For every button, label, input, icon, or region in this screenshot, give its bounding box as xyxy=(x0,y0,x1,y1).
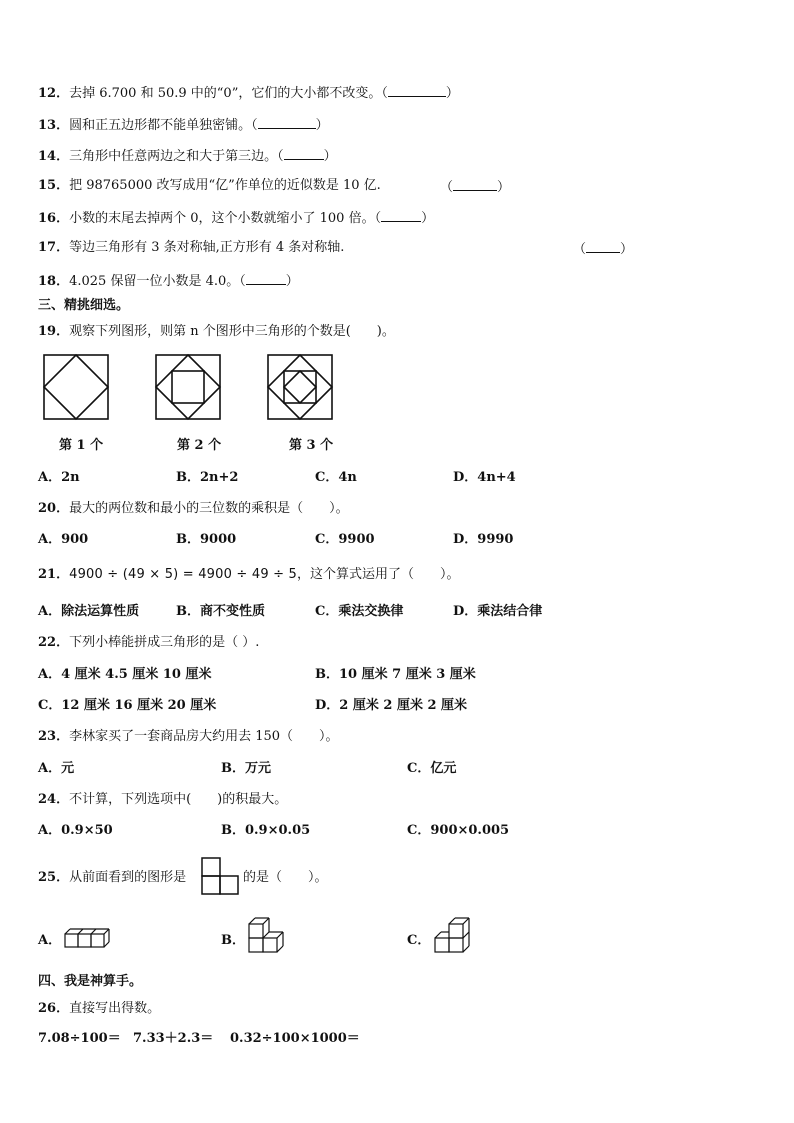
option-b[interactable]: B．0.9×0.05 xyxy=(221,823,311,838)
option-b[interactable]: B．2n+2 xyxy=(176,470,239,485)
question-number: 12． xyxy=(38,86,70,101)
option-a[interactable]: A．4 厘米 4.5 厘米 10 厘米 xyxy=(38,667,212,682)
question-19 xyxy=(38,324,395,340)
question-25-tail xyxy=(243,870,328,886)
figure-caption-2: 第 2 个 xyxy=(177,438,222,453)
question-24 xyxy=(38,792,287,808)
bracket-close: ） xyxy=(323,149,337,164)
answer-blank[interactable] xyxy=(586,240,620,253)
question-text: ，这个算式运用了（ ）。 xyxy=(297,567,460,582)
question-text: 4.025 保留一位小数是 4.0。（ xyxy=(69,274,246,289)
question-text: 下列小棒能拼成三角形的是（ ）. xyxy=(69,635,260,650)
question-number: 18． xyxy=(38,274,70,289)
figure-2 xyxy=(155,354,221,420)
question-text: 不计算，下列选项中( )的积最大。 xyxy=(69,792,288,807)
figure-caption-1: 第 1 个 xyxy=(59,438,104,453)
question-text: 去掉 6.700 和 50.9 中的“0”，它们的大小都不改变。（ xyxy=(69,86,388,101)
question-18 xyxy=(38,272,299,290)
calc-item-3[interactable]: 0.32÷100×1000＝ xyxy=(230,1031,360,1046)
option-b[interactable]: B．10 厘米 7 厘米 3 厘米 xyxy=(315,667,476,682)
option-b[interactable]: B．商不变性质 xyxy=(176,604,265,619)
cube-stack-figure-b xyxy=(248,916,292,960)
question-15 xyxy=(38,178,381,194)
section-heading-3: 三、精挑细选。 xyxy=(38,298,130,313)
question-text: 最大的两位数和最小的三位数的乘积是（ ）。 xyxy=(69,501,349,516)
option-a[interactable]: A．0.9×50 xyxy=(38,823,113,838)
answer-blank[interactable] xyxy=(258,116,316,129)
question-17 xyxy=(38,240,344,256)
question-number: 21． xyxy=(38,567,70,582)
option-c[interactable]: C．12 厘米 16 厘米 20 厘米 xyxy=(38,698,217,713)
question-23 xyxy=(38,729,339,745)
cube-stack-figure-c xyxy=(434,916,480,960)
bracket-open: （ xyxy=(440,180,454,195)
figure-3 xyxy=(267,354,333,420)
question-text: 三角形中任意两边之和大于第三边。（ xyxy=(69,149,284,164)
question-17-answer xyxy=(573,240,633,258)
question-22 xyxy=(38,635,259,651)
question-number: 26． xyxy=(38,1001,70,1016)
answer-blank[interactable] xyxy=(284,147,324,160)
option-c[interactable]: C． xyxy=(407,933,431,948)
question-number: 15． xyxy=(38,178,70,193)
bracket-close: ） xyxy=(620,242,634,257)
question-number: 13． xyxy=(38,118,70,133)
question-number: 16． xyxy=(38,211,70,226)
question-15-answer xyxy=(440,178,510,196)
question-13 xyxy=(38,116,329,134)
option-b[interactable]: B．万元 xyxy=(221,761,271,776)
option-b[interactable]: B．9000 xyxy=(176,532,237,547)
calc-item-1[interactable]: 7.08÷100＝ xyxy=(38,1031,121,1046)
question-text: 把 98765000 改写成用“亿”作单位的近似数是 10 亿. xyxy=(69,178,381,193)
question-number: 19． xyxy=(38,324,70,339)
option-d[interactable]: D．乘法结合律 xyxy=(453,604,543,619)
math-formula: 4900 ÷ (49 × 5) = 4900 ÷ 49 ÷ 5 xyxy=(69,567,298,582)
answer-blank[interactable] xyxy=(246,272,286,285)
option-b[interactable]: B． xyxy=(221,933,245,948)
question-16 xyxy=(38,209,434,227)
question-text: 李林家买了一套商品房大约用去 150（ ）。 xyxy=(69,729,339,744)
bracket-close: ） xyxy=(421,211,435,226)
question-text: 从前面看到的图形是 xyxy=(69,870,187,885)
figure-caption-3: 第 3 个 xyxy=(289,438,334,453)
question-12 xyxy=(38,84,459,102)
answer-blank[interactable] xyxy=(388,84,446,97)
question-text: 直接写出得数。 xyxy=(69,1001,161,1016)
question-20 xyxy=(38,501,349,517)
option-c[interactable]: C．900×0.005 xyxy=(407,823,510,838)
question-text: 圆和正五边形都不能单独密铺。（ xyxy=(69,118,258,133)
cube-stack-figure-a xyxy=(64,924,110,954)
bracket-close: ） xyxy=(285,274,299,289)
calc-item-2[interactable]: 7.33＋2.3＝ xyxy=(133,1031,214,1046)
answer-blank[interactable] xyxy=(453,178,497,191)
section-heading-4: 四、我是神算手。 xyxy=(38,974,143,989)
question-number: 23． xyxy=(38,729,70,744)
bracket-open: （ xyxy=(573,242,587,257)
option-a[interactable]: A．2n xyxy=(38,470,80,485)
question-number: 20． xyxy=(38,501,70,516)
question-14 xyxy=(38,147,337,165)
question-21 xyxy=(38,567,460,583)
question-text: 的是（ ）。 xyxy=(243,870,328,885)
option-d[interactable]: D．9990 xyxy=(453,532,514,547)
front-view-figure xyxy=(201,857,241,895)
question-text: 等边三角形有 3 条对称轴,正方形有 4 条对称轴. xyxy=(69,240,345,255)
option-a[interactable]: A． xyxy=(38,933,62,948)
option-d[interactable]: D．4n+4 xyxy=(453,470,516,485)
figure-1 xyxy=(43,354,109,420)
option-c[interactable]: C．亿元 xyxy=(407,761,457,776)
question-number: 17． xyxy=(38,240,70,255)
question-text: 观察下列图形，则第 n 个图形中三角形的个数是( )。 xyxy=(69,324,395,339)
question-text: 小数的末尾去掉两个 0，这个小数就缩小了 100 倍。（ xyxy=(69,211,382,226)
option-a[interactable]: A．900 xyxy=(38,532,89,547)
option-d[interactable]: D．2 厘米 2 厘米 2 厘米 xyxy=(315,698,468,713)
question-26 xyxy=(38,1001,160,1017)
bracket-close: ） xyxy=(497,180,511,195)
option-c[interactable]: C．乘法交换律 xyxy=(315,604,404,619)
option-c[interactable]: C．4n xyxy=(315,470,357,485)
question-number: 22． xyxy=(38,635,70,650)
question-number: 24． xyxy=(38,792,70,807)
bracket-close: ） xyxy=(445,86,459,101)
question-number: 25． xyxy=(38,870,70,885)
option-c[interactable]: C．9900 xyxy=(315,532,375,547)
answer-blank[interactable] xyxy=(381,209,421,222)
question-number: 14． xyxy=(38,149,70,164)
bracket-close: ） xyxy=(315,118,329,133)
option-a[interactable]: A．除法运算性质 xyxy=(38,604,140,619)
question-25 xyxy=(38,870,186,886)
option-a[interactable]: A．元 xyxy=(38,761,75,776)
